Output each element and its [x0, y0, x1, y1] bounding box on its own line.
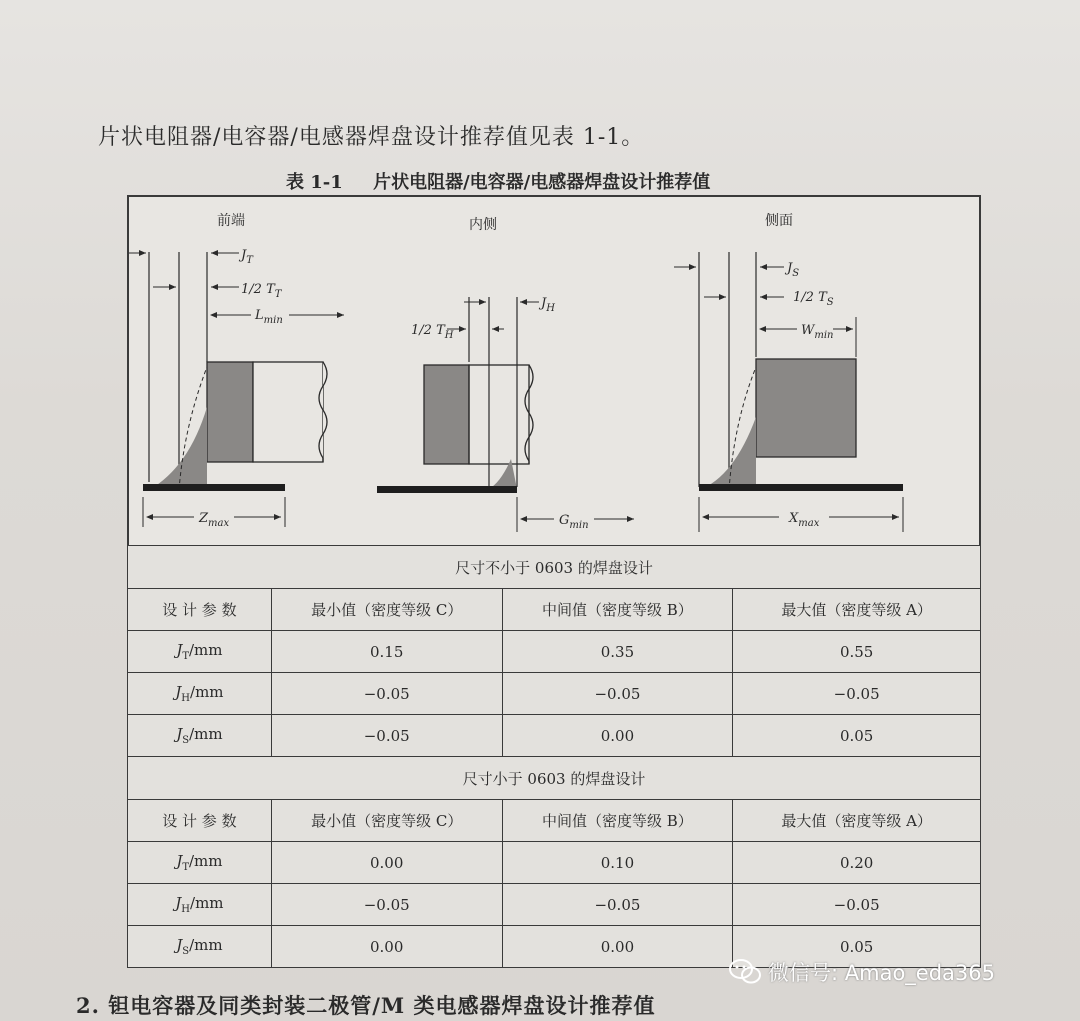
- value-cell: 0.00: [502, 926, 733, 968]
- pad-diagram-figure: [127, 195, 981, 547]
- value-cell: 0.00: [271, 926, 502, 968]
- param-cell: $J_S/mm$: [128, 715, 272, 757]
- wechat-watermark: [728, 957, 995, 987]
- header-cell: 中间值（密度等级 B）: [502, 589, 733, 631]
- view-title-front: 前端: [217, 213, 245, 229]
- table-row: [128, 631, 981, 673]
- value-cell: 0.05: [733, 926, 981, 968]
- label-front-lmin: $L_{min}$: [255, 308, 283, 326]
- value-cell: 0.15: [271, 631, 502, 673]
- next-section-heading: 2. 钽电容器及同类封装二极管/M 类电感器焊盘设计推荐值: [76, 993, 656, 1018]
- table-caption: [286, 168, 710, 194]
- section-title: 尺寸不小于 0603 的焊盘设计: [128, 546, 981, 589]
- value-cell: −0.05: [271, 884, 502, 926]
- value-cell: −0.05: [502, 884, 733, 926]
- inner-view: [377, 296, 634, 532]
- label-inner-gmin: $G_{min}$: [559, 513, 589, 531]
- table-header-row: [128, 589, 981, 631]
- header-cell: 设 计 参 数: [128, 800, 272, 842]
- label-front-half-tt: 1/2 $T_T$: [241, 282, 282, 300]
- param-cell: $J_T/mm$: [128, 842, 272, 884]
- param-cell: $J_S/mm$: [128, 926, 272, 968]
- value-cell: 0.05: [733, 715, 981, 757]
- section-title-row: [128, 546, 981, 589]
- header-cell: 最小值（密度等级 C）: [271, 800, 502, 842]
- header-cell: 最大值（密度等级 A）: [733, 800, 981, 842]
- table-caption-title: 片状电阻器/电容器/电感器焊盘设计推荐值: [373, 172, 711, 193]
- table-row: [128, 673, 981, 715]
- table-row: [128, 884, 981, 926]
- label-inner-half-th: 1/2 $T_H$: [411, 323, 454, 341]
- section-title-row: [128, 757, 981, 800]
- table-row: [128, 842, 981, 884]
- side-view: [674, 252, 903, 532]
- label-front-zmax: $Z_{max}$: [199, 511, 230, 529]
- value-cell: 0.20: [733, 842, 981, 884]
- label-inner-jh: $J_H$: [541, 296, 555, 314]
- table-row: [128, 715, 981, 757]
- param-cell: $J_T/mm$: [128, 631, 272, 673]
- label-side-xmax: $X_{max}$: [789, 511, 820, 529]
- table-caption-number: 表 1-1: [286, 172, 343, 193]
- watermark-text: 微信号: Amao_eda365: [768, 961, 995, 985]
- header-cell: 中间值（密度等级 B）: [502, 800, 733, 842]
- header-cell: 最大值（密度等级 A）: [733, 589, 981, 631]
- label-side-wmin: $W_{min}$: [801, 323, 834, 341]
- header-cell: 设 计 参 数: [128, 589, 272, 631]
- label-side-js: $J_S$: [787, 261, 800, 279]
- param-cell: $J_H/mm$: [128, 884, 272, 926]
- value-cell: 0.00: [271, 842, 502, 884]
- intro-text: 片状电阻器/电容器/电感器焊盘设计推荐值见表 1-1。: [98, 125, 645, 150]
- label-side-half-ts: 1/2 $T_S$: [793, 290, 834, 308]
- label-front-jt: $J_T$: [241, 248, 253, 266]
- value-cell: 0.55: [733, 631, 981, 673]
- pad-design-table: [127, 545, 981, 968]
- value-cell: 0.35: [502, 631, 733, 673]
- value-cell: 0.00: [502, 715, 733, 757]
- value-cell: −0.05: [733, 673, 981, 715]
- param-cell: $J_H/mm$: [128, 673, 272, 715]
- view-title-inner: 内侧: [469, 217, 497, 233]
- value-cell: −0.05: [733, 884, 981, 926]
- value-cell: −0.05: [271, 673, 502, 715]
- header-cell: 最小值（密度等级 C）: [271, 589, 502, 631]
- table-header-row: [128, 800, 981, 842]
- value-cell: −0.05: [502, 673, 733, 715]
- view-title-side: 侧面: [765, 213, 793, 229]
- pad-diagram-svg: [129, 197, 979, 547]
- front-view: [129, 248, 344, 529]
- wechat-icon: [728, 958, 762, 986]
- section-title: 尺寸小于 0603 的焊盘设计: [128, 757, 981, 800]
- value-cell: −0.05: [271, 715, 502, 757]
- value-cell: 0.10: [502, 842, 733, 884]
